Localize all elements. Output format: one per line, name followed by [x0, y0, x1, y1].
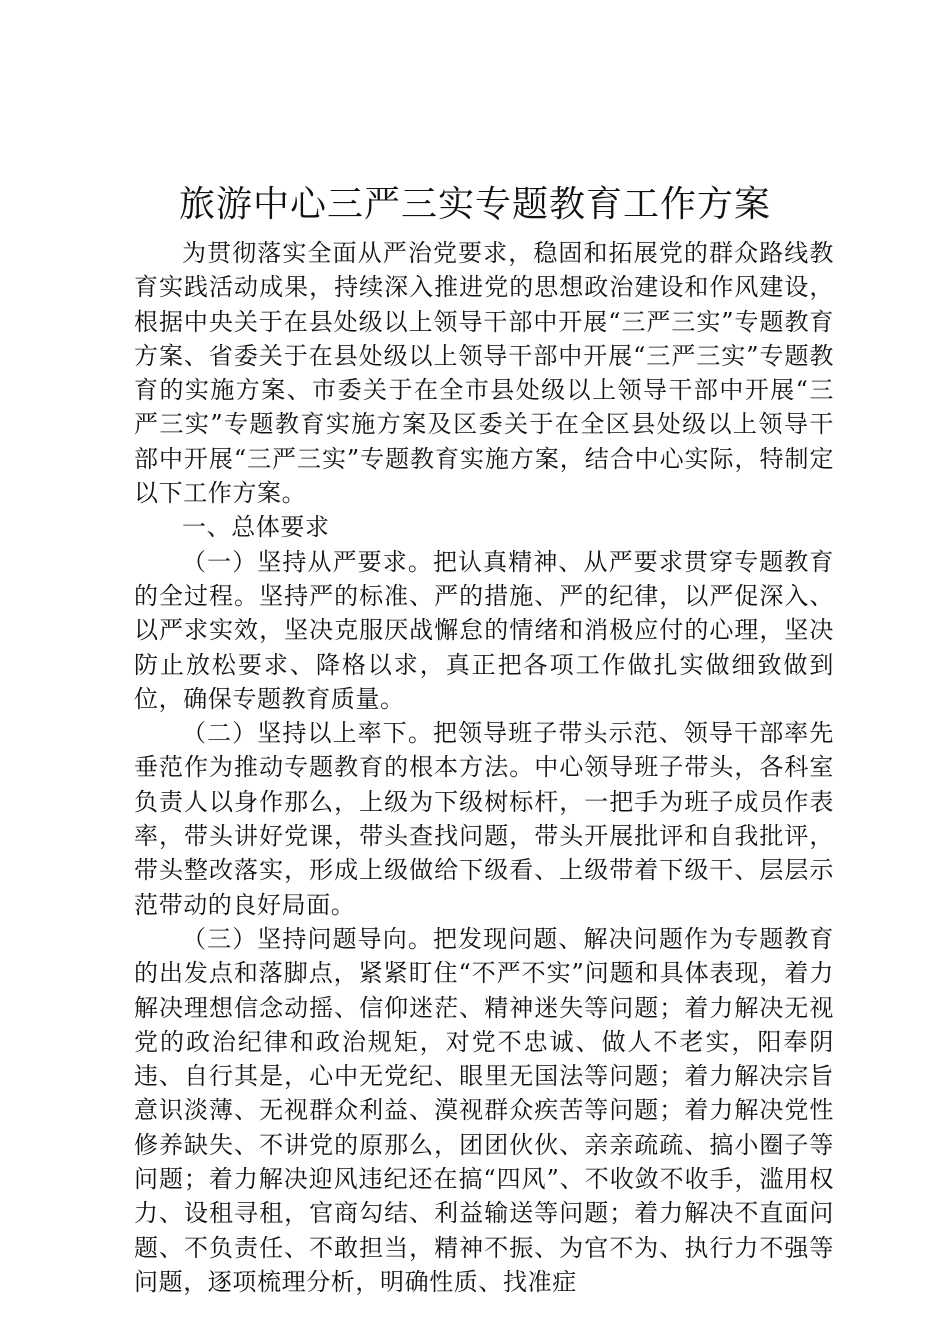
document-title: 旅游中心三严三实专题教育工作方案	[178, 184, 771, 225]
paragraph-strict-requirements: （一）坚持从严要求。把认真精神、从严要求贯穿专题教育的全过程。坚持严的标准、严的措施、严的纪律，以严促深入、以严求实效，坚决克服厌战懈怠的情绪和消极应付的心理，坚决防止放松要求、降格以求，真正把各项工作做扎实做细致做到位，确保专题教育质量。	[134, 547, 834, 713]
paragraph-intro: 为贯彻落实全面从严治党要求，稳固和拓展党的群众路线教育实践活动成果，持续深入推进党的思想政治建设和作风建设，根据中央关于在县处级以上领导干部中开展“三严三实”专题教育方案、省委关于在县处级以上领导干部中开展“三严三实”专题教育的实施方案、市委关于在全市县处级以上领导干部中开展“三严三实”专题教育实施方案及区委关于在全区县处级以上领导干部中开展“三严三实”专题教育实施方案，结合中心实际，特制定以下工作方案。	[134, 239, 834, 508]
document-body	[134, 236, 834, 1299]
paragraph-lead-by-example: （二）坚持以上率下。把领导班子带头示范、领导干部率先垂范作为推动专题教育的根本方法。中心领导班子带头，各科室负责人以身作那么，上级为下级树标杆，一把手为班子成员作表率，带头讲好党课，带头查找问题，带头开展批评和自我批评，带头整改落实，形成上级做给下级看、上级带着下级干、层层示范带动的良好局面。	[134, 719, 834, 919]
paragraph-problem-oriented: （三）坚持问题导向。把发现问题、解决问题作为专题教育的出发点和落脚点，紧紧盯住“不严不实”问题和具体表现，着力解决理想信念动摇、信仰迷茫、精神迷失等问题；着力解决无视党的政治纪律和政治规矩，对党不忠诚、做人不老实，阳奉阴违、自行其是，心中无党纪、眼里无国法等问题；着力解决宗旨意识淡薄、无视群众利益、漠视群众疾苦等问题；着力解决党性修养缺失、不讲党的原那么，团团伙伙、亲亲疏疏、搞小圈子等问题；着力解决迎风违纪还在搞“四风”、不收敛不收手，滥用权力、设租寻租，官商勾结、利益输送等问题；着力解决不直面问题、不负责任、不敢担当，精神不振、为官不为、执行力不强等问题，逐项梳理分析，明确性质、找准症	[134, 924, 834, 1296]
section-heading-general-requirements: 一、总体要求	[182, 513, 330, 542]
